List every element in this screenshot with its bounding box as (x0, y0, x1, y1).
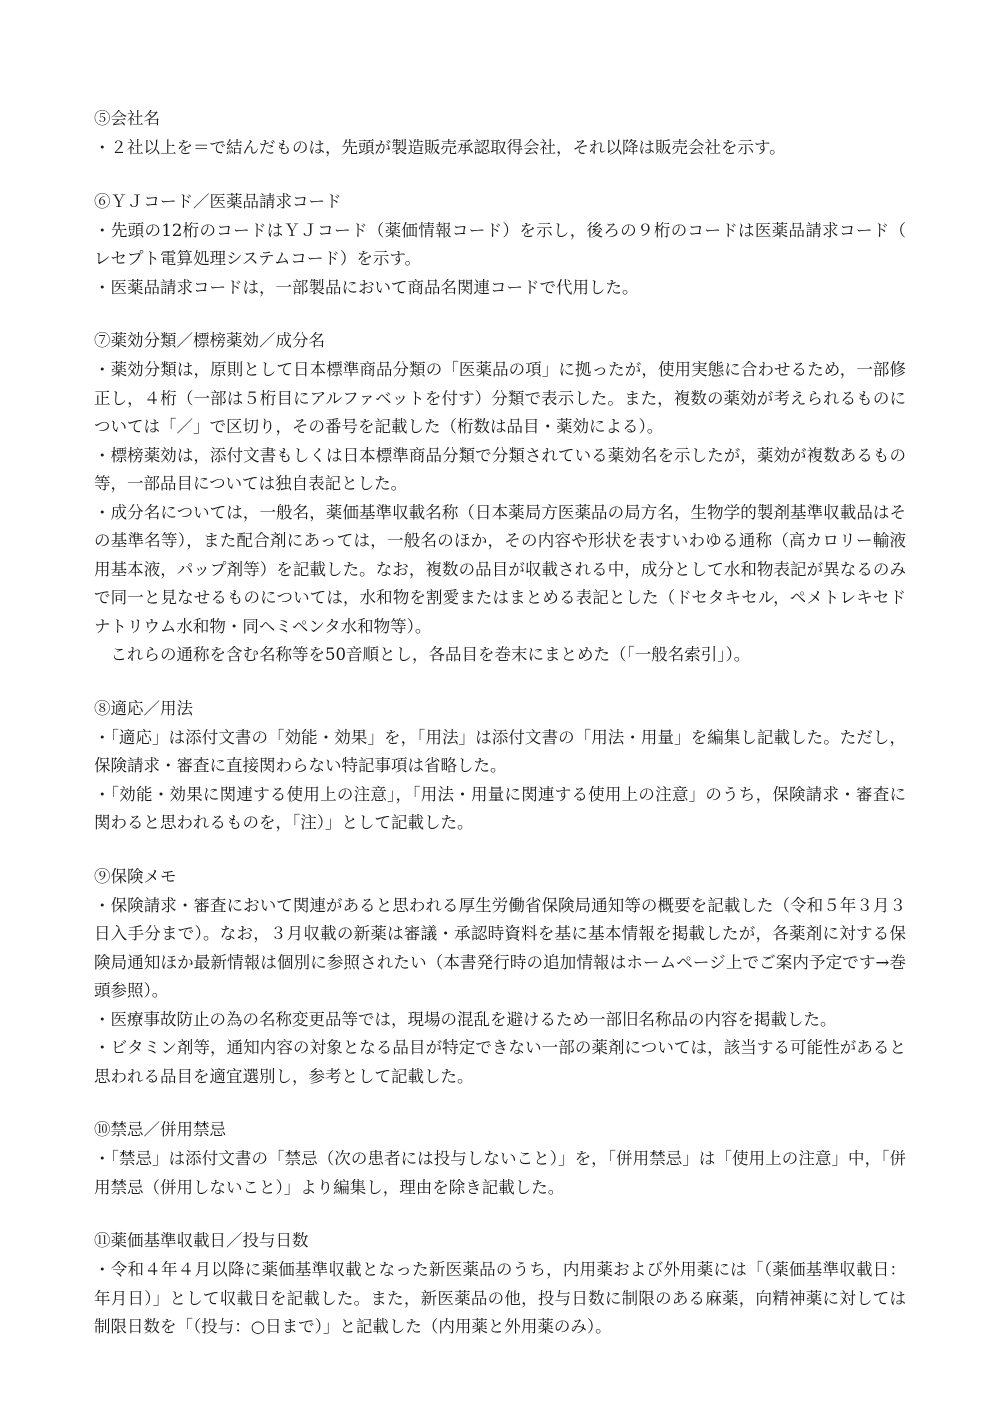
section-listing-date (94, 1226, 906, 1342)
paragraph: ・保険請求・審査において関連があると思われる厚生労働省保険局通知等の概要を記載した（令和５年３月３日入手分まで）。なお，３月収載の新薬は審議・承認時資料を基に基本情報を掲載したが，各薬剤に対する保険局通知ほか最新情報は個別に参照されたい（本書発行時の追加情報はホームページ上でご案内予定です→巻頭参照）。 (94, 895, 906, 1000)
paragraph: ・「効能・効果に関連する使用上の注意」，「用法・用量に関連する使用上の注意」のうち，保険請求・審査に関わると思われるものを，「注）」として記載した。 (94, 784, 906, 832)
paragraph: ・薬効分類は，原則として日本標準商品分類の「医薬品の項」に拠ったが，使用実態に合わせるため，一部修正し，４桁（一部は５桁目にアルファベットを付す）分類で表示した。また，複数の薬効が考えられるものについては「／」で区切り，その番号を記載した（桁数は品目・薬効による）。 (94, 360, 906, 436)
paragraph: ・医薬品請求コードは，一部製品において商品名関連コードで代用した。 (94, 277, 639, 297)
section-insurance-memo (94, 862, 906, 1092)
section-heading: ⑩禁忌／併用禁忌 (94, 1120, 226, 1139)
section-drug-classification (94, 326, 906, 670)
section-heading: ⑦薬効分類／標榜薬効／成分名 (94, 331, 325, 350)
paragraph: ・令和４年４月以降に薬価基準収載となった新医薬品のうち，内用薬および外用薬には「（薬価基準収載日：年月日）」として収載日を記載した。また，新医薬品の他，投与日数に制限のある麻薬，向精神薬に対しては制限日数を「（投与：○日まで）」と記載した（内用薬と外用薬のみ）。 (94, 1260, 907, 1336)
section-heading: ⑨保険メモ (94, 866, 177, 886)
section-heading: ⑪薬価基準収載日／投与日数 (94, 1231, 309, 1250)
section-contraindications (94, 1115, 906, 1202)
paragraph: これらの通称を含む名称等を50音順とし，各品目を巻末にまとめた（「一般名索引」）。 (110, 645, 751, 664)
paragraph: ・医療事故防止の為の名称変更品等では，現場の混乱を避けるため一部旧名称品の内容を掲載した。 (94, 1009, 837, 1029)
paragraph: ・ビタミン剤等，通知内容の対象となる品目が特定できない一部の薬剤については，該当する可能性があると思われる品目を適宜選別し，参考として記載した。 (94, 1038, 906, 1086)
paragraph: ・先頭の12桁のコードはＹＪコード（薬価情報コード）を示し，後ろの９桁のコードは医薬品請求コード（レセプト電算処理システムコード）を示す。 (94, 220, 906, 268)
section-heading: ⑧適応／用法 (94, 698, 193, 718)
paragraph: ・２社以上を＝で結んだものは，先頭が製造販売承認取得会社，それ以降は販売会社を示す。 (94, 138, 786, 157)
document-page (94, 104, 906, 1366)
section-company-name (94, 104, 906, 163)
section-heading: ⑥ＹＪコード／医薬品請求コード (94, 191, 342, 211)
paragraph: ・成分名については，一般名，薬価基準収載名称（日本薬局方医薬品の局方名，生物学的製剤基準収載品はその基準名等），また配合剤にあっては，一般名のほか，その内容や形状を表すいわゆる通称（高カロリー輸液用基本液，パップ剤等）を記載した。なお，複数の品目が収載される中，成分として水和物表記が異なるのみで同一と見なせるものについては，水和物を割愛またはまとめる表記とした（ドセタキセル，ペメトレキセドナトリウム水和物・同ヘミペンタ水和物等）。 (94, 502, 906, 636)
paragraph: ・標榜薬効は，添付文書もしくは日本標準商品分類で分類されている薬効名を示したが，薬効が複数あるもの等，一部品目については独自表記とした。 (94, 445, 906, 493)
section-heading: ⑤会社名 (94, 109, 160, 128)
section-indication-usage (94, 694, 906, 838)
paragraph: ・「禁忌」は添付文書の「禁忌（次の患者には投与しないこと）」を，「併用禁忌」は「使用上の注意」中，「併用禁忌（併用しないこと）」より編集し，理由を除き記載した。 (94, 1149, 906, 1197)
section-yj-code (94, 187, 906, 303)
paragraph: ・「適応」は添付文書の「効能・効果」を，「用法」は添付文書の「用法・用量」を編集し記載した。ただし，保険請求・審査に直接関わらない特記事項は省略した。 (94, 727, 906, 775)
